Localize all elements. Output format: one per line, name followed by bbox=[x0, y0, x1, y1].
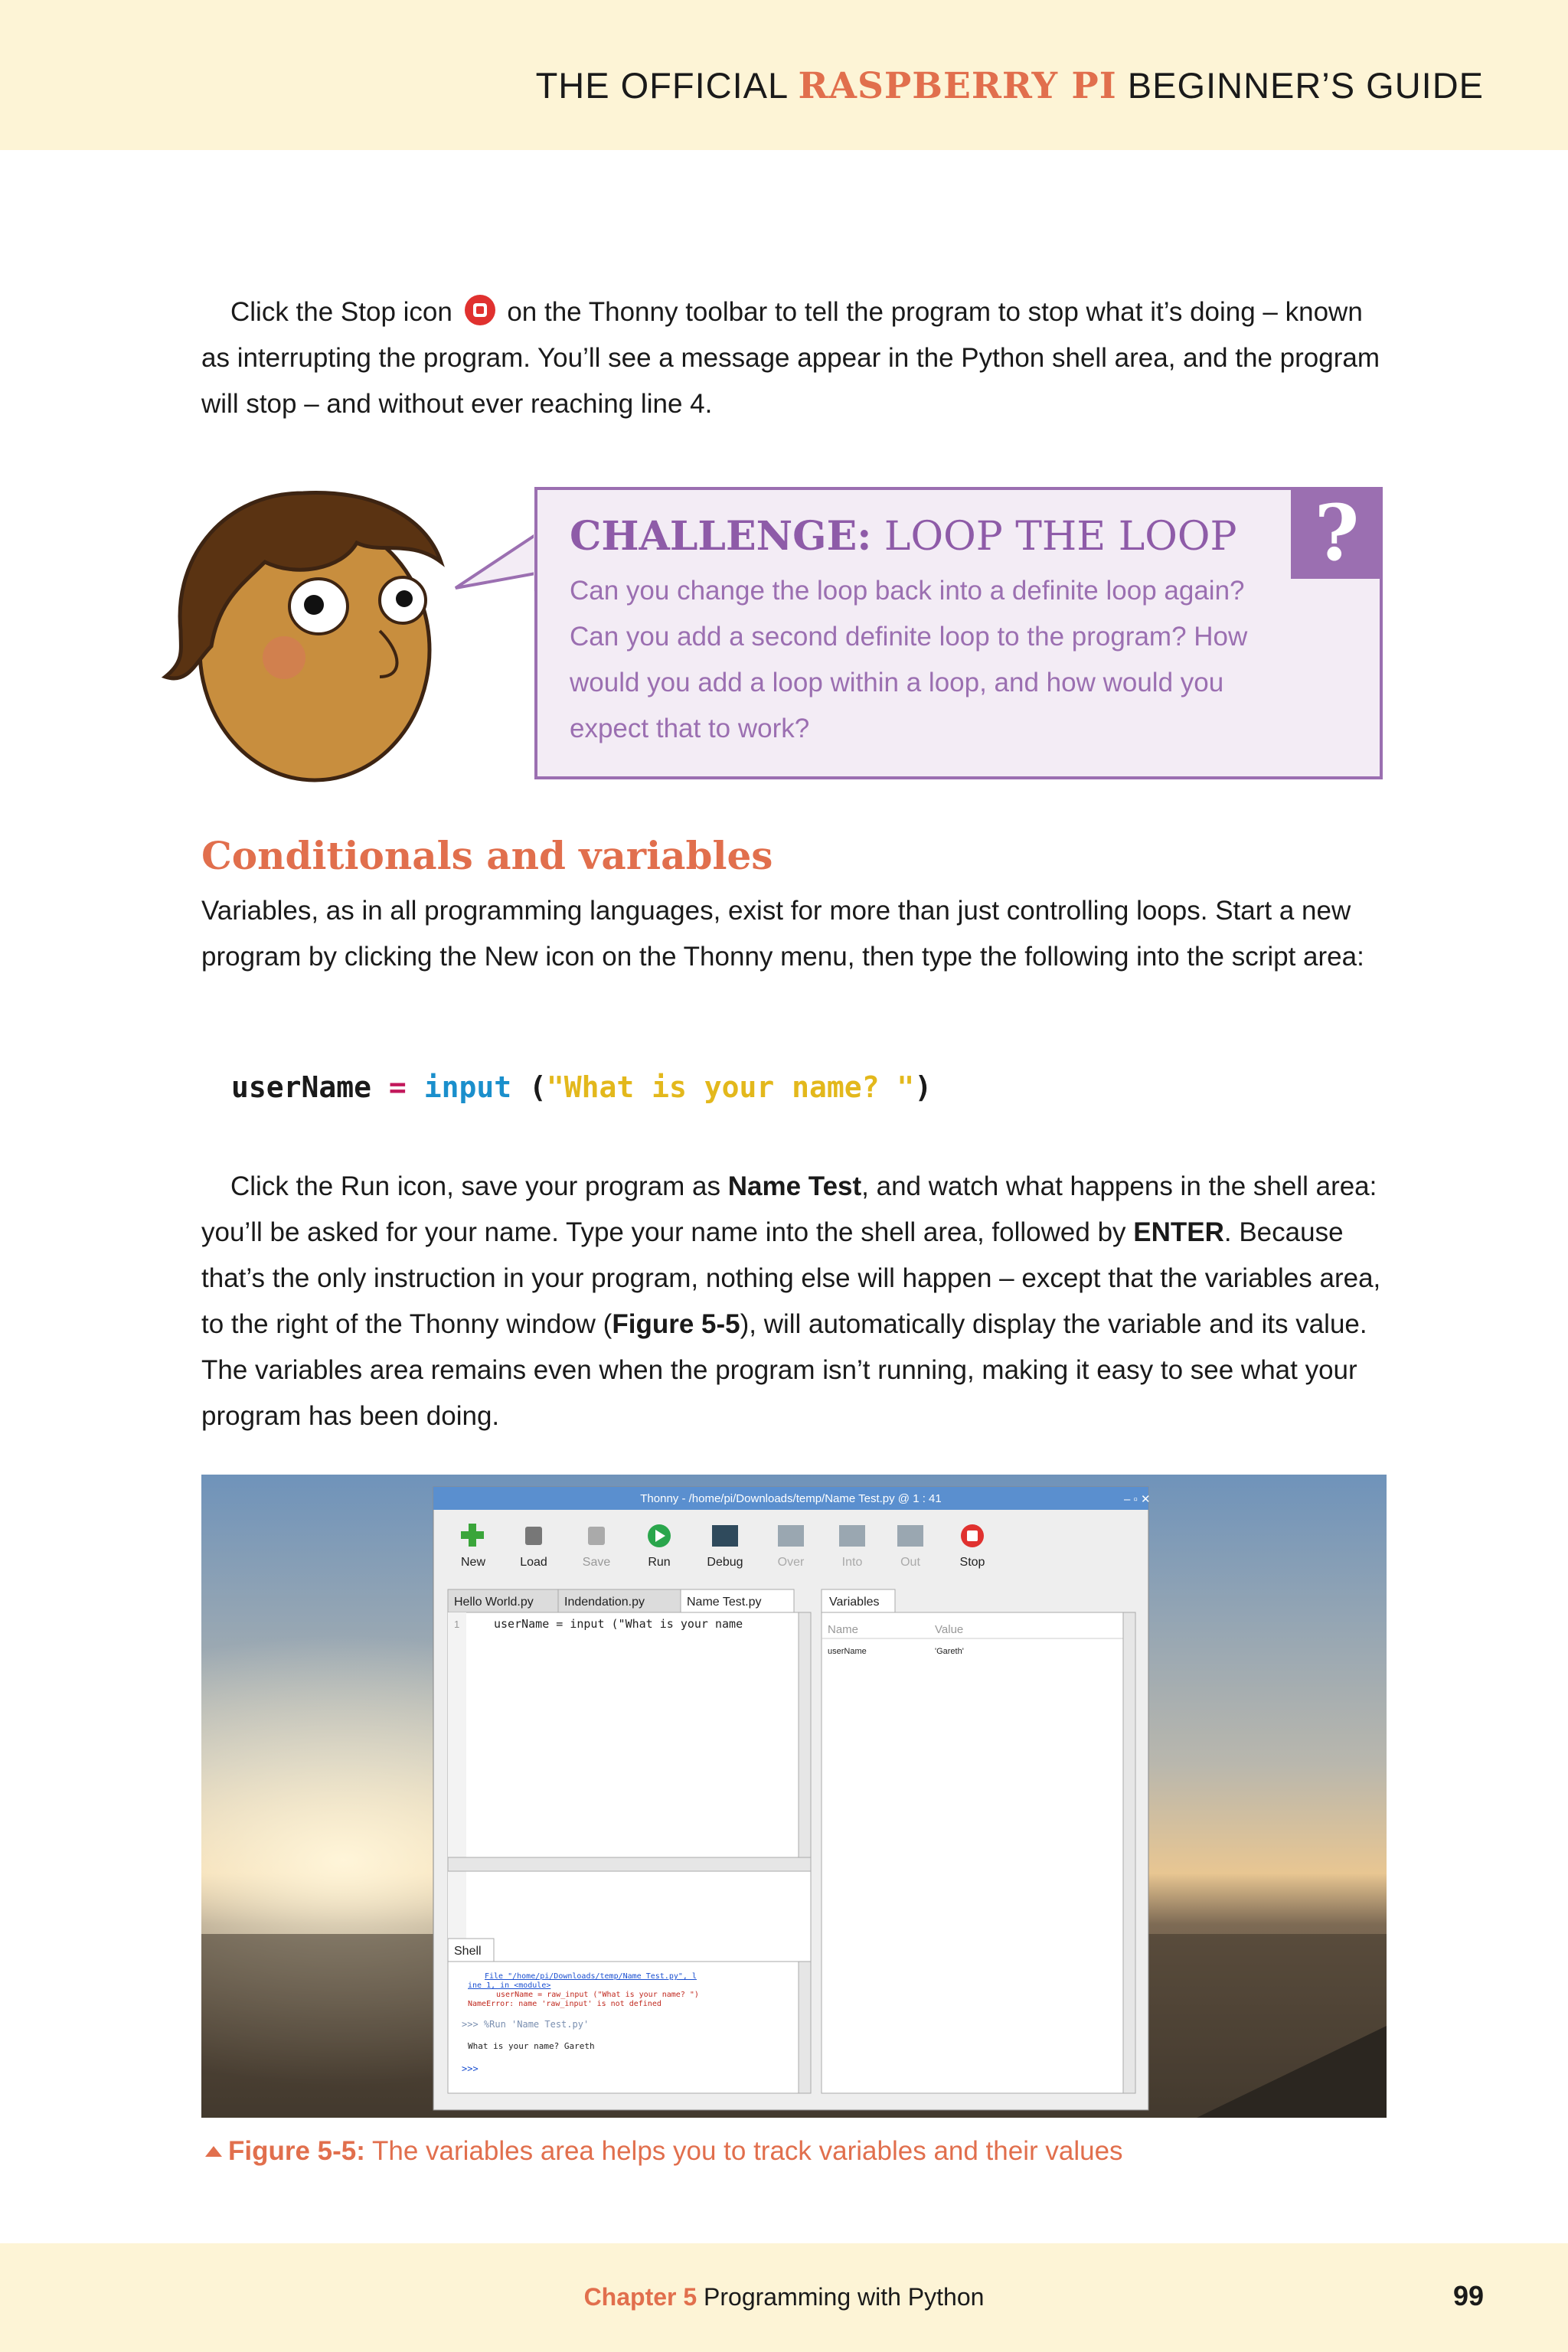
code-open-paren: ( bbox=[528, 1070, 547, 1104]
shell-line-2: ine 1, in <module> bbox=[468, 1981, 551, 1990]
editor-vertical-scrollbar[interactable] bbox=[799, 1612, 811, 1857]
footer-chapter-label: Chapter 5 bbox=[583, 2283, 697, 2311]
step-over-button-label: Over bbox=[777, 1556, 805, 1569]
shell-line-4: NameError: name 'raw_input' is not defined bbox=[468, 2000, 662, 2008]
book-title-accent: RASPBERRY PI bbox=[798, 65, 1117, 107]
shell-line-1: File "/home/pi/Downloads/temp/Name Test.py", l bbox=[485, 1972, 697, 1981]
thonny-window-title: Thonny - /home/pi/Downloads/temp/Name Test.py @ 1 : 41 bbox=[640, 1492, 942, 1505]
code-function: input bbox=[423, 1070, 512, 1104]
page-footer bbox=[0, 2243, 1568, 2352]
intro-text-before: Click the Stop icon bbox=[230, 297, 452, 327]
section-heading: Conditionals and variables bbox=[201, 833, 773, 878]
variables-scrollbar[interactable] bbox=[1123, 1612, 1135, 2093]
variable-value-cell[interactable]: 'Gareth' bbox=[935, 1647, 964, 1656]
caption-label: Figure 5-5: bbox=[228, 2136, 365, 2166]
page-header bbox=[0, 0, 1568, 150]
book-title-prefix: THE OFFICIAL bbox=[535, 65, 799, 106]
editor-code-line[interactable]: userName = input ("What is your name bbox=[494, 1617, 743, 1631]
run-button-label: Run bbox=[648, 1556, 671, 1569]
save-button-label: Save bbox=[582, 1556, 611, 1569]
section-paragraph-2 bbox=[201, 1164, 1388, 1439]
footer-chapter bbox=[0, 2283, 1568, 2311]
shell-line-3: userName = raw_input ("What is your name? ") bbox=[496, 1991, 699, 1999]
shell-tab[interactable]: Shell bbox=[454, 1945, 482, 1958]
load-button-label: Load bbox=[520, 1556, 547, 1569]
para2-bold-figure-ref: Figure 5-5 bbox=[612, 1309, 740, 1339]
tab-indendation[interactable]: Indendation.py bbox=[564, 1596, 645, 1609]
para2-text-4: ), will automatically display the variable and its value. The variables area remains even when the program isn’t running, making it easy to see what your program has been doing. bbox=[201, 1309, 1367, 1431]
caption-text: The variables area helps you to track variables and their values bbox=[364, 2136, 1123, 2166]
footer-chapter-title: Programming with Python bbox=[697, 2283, 985, 2311]
figure-caption bbox=[205, 2136, 1123, 2167]
editor-line-number: 1 bbox=[454, 1619, 460, 1630]
variables-name-header: Name bbox=[828, 1623, 859, 1636]
challenge-text: Can you change the loop back into a definite loop again? Can you add a second definite loop to the program? How would you add a loop within a loop, and how would you expect that to work? bbox=[570, 576, 1248, 743]
variable-name-cell[interactable]: userName bbox=[828, 1647, 867, 1656]
variables-tab[interactable]: Variables bbox=[829, 1596, 880, 1609]
para2-bold-enter: ENTER bbox=[1133, 1217, 1224, 1247]
question-icon: ? bbox=[1291, 487, 1383, 579]
code-close-paren: ) bbox=[914, 1070, 933, 1104]
figure-5-5-screenshot bbox=[201, 1475, 1387, 2118]
shell-scrollbar[interactable] bbox=[799, 1962, 811, 2093]
variables-value-header: Value bbox=[935, 1623, 964, 1636]
page-number: 99 bbox=[1452, 2280, 1484, 2311]
section-paragraph-1: Variables, as in all programming languages, exist for more than just controlling loops. Start a new program by clicking the New icon on the Thonny menu, then type the following into the script area: bbox=[201, 896, 1364, 972]
caption-triangle-icon bbox=[205, 2146, 222, 2157]
challenge-title-text: LOOP THE LOOP bbox=[871, 514, 1237, 560]
shell-line-5: >>> %Run 'Name Test.py' bbox=[462, 2019, 590, 2030]
para2-text-1: Click the Run icon, save your program as bbox=[230, 1171, 728, 1201]
editor-horizontal-scrollbar[interactable] bbox=[448, 1857, 811, 1871]
challenge-box bbox=[534, 487, 1383, 779]
step-into-button-label: Into bbox=[841, 1556, 863, 1569]
shell-prompt[interactable]: >>> bbox=[462, 2063, 479, 2074]
window-controls[interactable]: – ▫ ✕ bbox=[1124, 1493, 1151, 1506]
intro-paragraph bbox=[201, 289, 1388, 427]
book-title bbox=[536, 64, 1484, 107]
challenge-title bbox=[570, 513, 1237, 560]
intro-text-after: on the Thonny toolbar to tell the program to stop what it’s doing – known as interrupting the program. You’ll see a message appear in the Python shell area, and the program will stop – and without ever reaching line 4. bbox=[201, 297, 1380, 419]
tab-name-test[interactable]: Name Test.py bbox=[687, 1596, 762, 1609]
shell-line-6: What is your name? Gareth bbox=[468, 2041, 595, 2051]
book-title-suffix: BEGINNER’S GUIDE bbox=[1116, 65, 1484, 106]
code-operator: = bbox=[388, 1070, 407, 1104]
speech-bubble-tail bbox=[448, 528, 547, 612]
para2-bold-name-test: Name Test bbox=[727, 1171, 862, 1201]
code-string: "What is your name? " bbox=[546, 1070, 915, 1104]
stop-button-label: Stop bbox=[959, 1556, 985, 1569]
para2-text-3: . Because that’s the only instruction in your program, nothing else will happen – except that the variables area, to the right of the Thonny window ( bbox=[201, 1217, 1381, 1339]
challenge-label: CHALLENGE: bbox=[570, 513, 872, 560]
code-snippet bbox=[231, 1070, 932, 1104]
step-out-button-label: Out bbox=[900, 1556, 920, 1569]
cartoon-character-illustration bbox=[150, 470, 472, 792]
code-variable: userName bbox=[231, 1070, 372, 1104]
stop-icon bbox=[465, 295, 495, 325]
tab-hello-world[interactable]: Hello World.py bbox=[454, 1596, 534, 1609]
para2-text-2: , and watch what happens in the shell area: you’ll be asked for your name. Type your name into the shell area, followed by bbox=[201, 1171, 1377, 1247]
debug-button-label: Debug bbox=[707, 1556, 743, 1569]
thonny-screenshot bbox=[201, 1475, 1387, 2118]
new-button-label: New bbox=[460, 1556, 486, 1569]
